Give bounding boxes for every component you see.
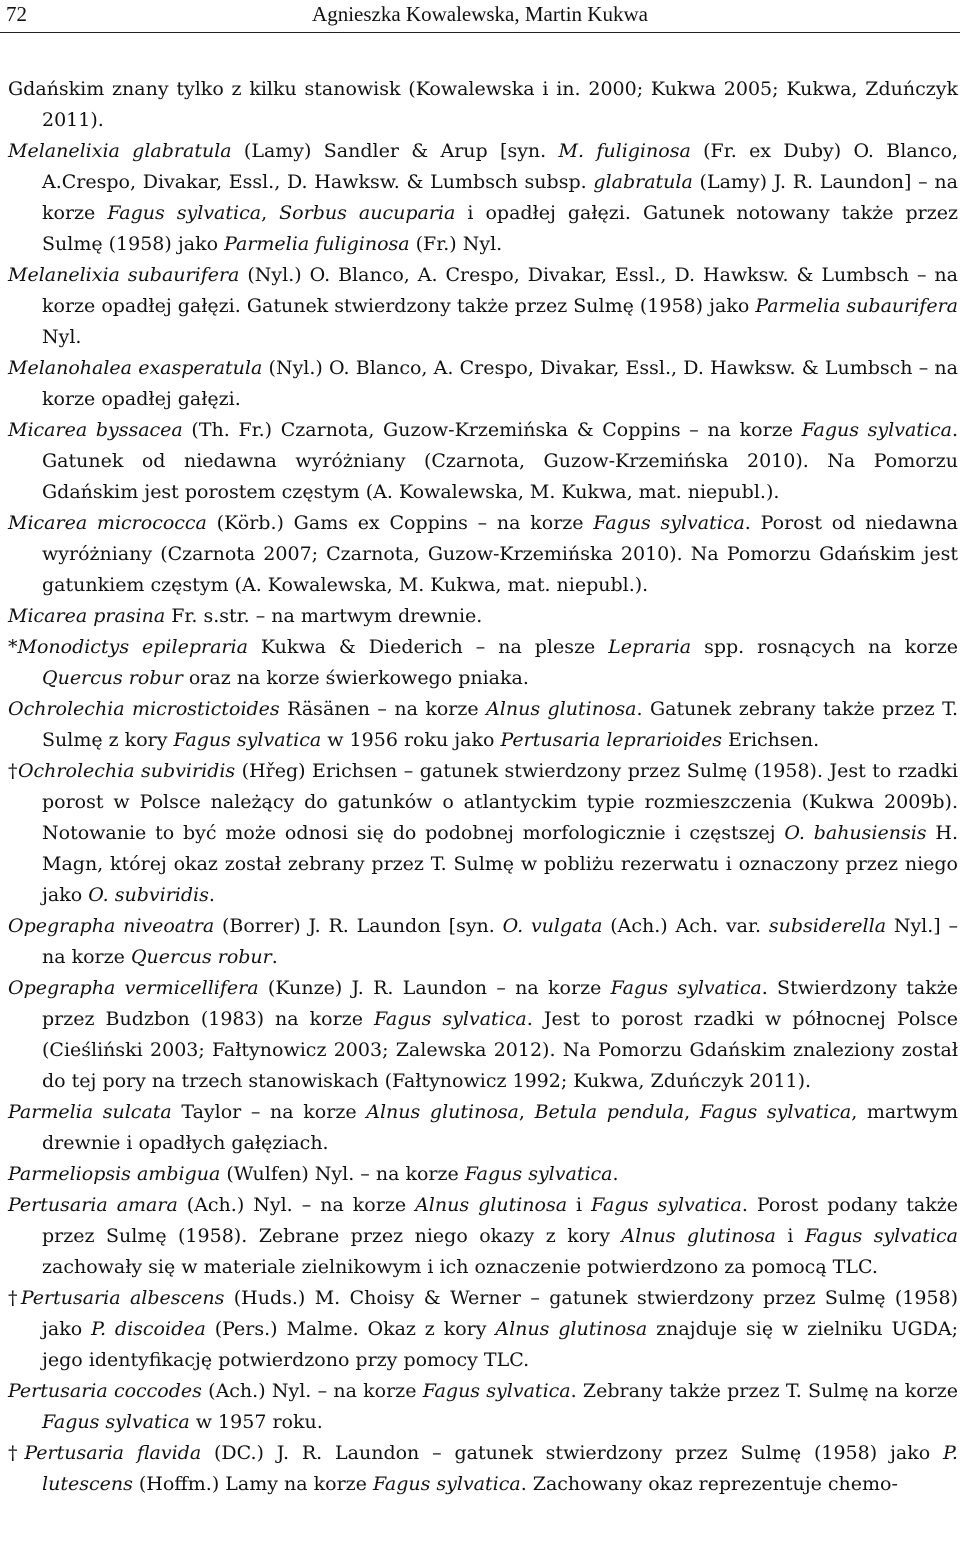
italic-text: Fagus sylvatica [42, 1411, 190, 1433]
italic-text: Micarea prasina [8, 605, 166, 627]
italic-text: Betula pendula [534, 1101, 685, 1123]
text-run: (Th. Fr.) Czarnota, Guzow-Krzemińska & Coppins – na korze [182, 419, 802, 441]
text-run: (Hoffm.) Lamy na korze [132, 1473, 373, 1495]
text-run: Erichsen. [721, 729, 820, 751]
text-run: Nyl.] – na korze [42, 915, 959, 968]
species-entry [8, 1376, 958, 1438]
text-run: . [208, 884, 215, 906]
italic-text: Parmelia fuliginosa [224, 233, 410, 255]
text-run: (Nyl.) O. Blanco, A. Crespo, Divakar, Essl., D. Hawksw. & Lumbsch – na korze opadłej gałęzi. [42, 357, 958, 410]
header-rule [0, 32, 960, 33]
italic-text: Alnus glutinosa [621, 1225, 776, 1247]
italic-text: O. bahusiensis [784, 822, 927, 844]
species-entry [8, 136, 958, 260]
text-run: (DC.) J. R. Laundon – gatunek stwierdzony przez Sulmę (1958) jako [201, 1442, 943, 1464]
text-run: . [612, 1163, 619, 1185]
italic-text: Fagus sylvatica [422, 1380, 571, 1402]
text-run: * [8, 636, 18, 658]
italic-text: Fagus sylvatica [804, 1225, 958, 1247]
italic-text: Fagus sylvatica [593, 512, 745, 534]
text-run: zachowały się w materiale zielnikowym i ich oznaczenie potwierdzono za pomocą TLC. [42, 1256, 878, 1278]
italic-text: Fagus sylvatica [374, 1008, 527, 1030]
species-entry [8, 260, 958, 353]
text-run: (Ach.) Nyl. – na korze [177, 1194, 416, 1216]
text-run: , [518, 1101, 535, 1123]
species-entry [8, 694, 958, 756]
species-entry [8, 1438, 958, 1500]
text-run: (Huds.) M. Choisy & Werner – gatunek stwierdzony przez Sulmę (1958) jako [42, 1287, 959, 1340]
text-run: Gdańskim znany tylko z kilku stanowisk (Kowalewska i in. 2000; Kukwa 2005; Kukwa, Zduńczyk 2011). [8, 78, 958, 131]
text-run: (Borrer) J. R. Laundon [syn. [214, 915, 503, 937]
species-entry [8, 601, 958, 632]
italic-text: Fagus sylvatica [591, 1194, 742, 1216]
text-run: . Porost podany także przez Sulmę (1958). Zebrane przez niego okazy z kory [42, 1194, 959, 1247]
italic-text: Micarea micrococca [8, 512, 207, 534]
italic-text: subsiderella [768, 915, 887, 937]
italic-text: O. subviridis [88, 884, 209, 906]
text-run: (Fr. ex Duby) O. Blanco, A.Crespo, Divakar, Essl., D. Hawksw. & Lumbsch subsp. [42, 140, 959, 193]
text-run: (Nyl.) O. Blanco, A. Crespo, Divakar, Essl., D. Hawksw. & Lumbsch – na korze opadłej gałęzi. Gatunek stwierdzony także przez Sulmę (1958) jako [42, 264, 958, 317]
text-run: , [684, 1101, 700, 1123]
italic-text: Fagus sylvatica [699, 1101, 852, 1123]
italic-text: P. lutescens [42, 1442, 958, 1495]
italic-text: O. vulgata [502, 915, 603, 937]
species-entry [8, 1159, 958, 1190]
text-run: . Porost od niedawna wyróżniany (Czarnota 2007; Czarnota, Guzow-Krzemińska 2010). Na Pomorzu Gdańskim jest gatunkiem częstym (A. Kowalewska, M. Kukwa, mat. niepubl.). [42, 512, 959, 596]
text-run: . [271, 946, 278, 968]
italic-text: Alnus glutinosa [495, 1318, 648, 1340]
text-run: (Lamy) J. R. Laundon] – na korze [42, 171, 958, 224]
text-run: i opadłej gałęzi. Gatunek notowany także przez Sulmę (1958) jako [42, 202, 958, 255]
continued-paragraph [8, 74, 958, 136]
text-run: (Ach.) Nyl. – na korze [201, 1380, 423, 1402]
text-run: (Wulfen) Nyl. – na korze [220, 1163, 465, 1185]
italic-text: Parmeliopsis ambigua [8, 1163, 221, 1185]
italic-text: Monodictys epilepraria [17, 636, 248, 658]
text-run: w 1957 roku. [189, 1411, 323, 1433]
species-entry [8, 508, 958, 601]
text-run: (Fr.) Nyl. [409, 233, 503, 255]
text-run: . Gatunek od niedawna wyróżniany (Czarnota, Guzow-Krzemińska 2010). Na Pomorzu Gdańskim jest porostem częstym (A. Kowalewska, M. Kukwa, mat. niepubl.). [42, 419, 959, 503]
text-run: H. Magn, której okaz został zebrany przez T. Sulmę w pobliżu rezerwatu i oznaczony przez niego jako [42, 822, 958, 906]
text-run: (Körb.) Gams ex Coppins – na korze [206, 512, 594, 534]
italic-text: Opegrapha niveoatra [8, 915, 215, 937]
text-run: (Hřeg) Erichsen – gatunek stwierdzony przez Sulmę (1958). Jest to rzadki porost w Polsce należący do gatunków o atlantyckim typie rozmieszczenia (Kukwa 2009b). Notowanie to być może odnosi się do podobnej morfologicznie i częstszej [42, 760, 959, 844]
text-run: (Pers.) Malme. Okaz z kory [205, 1318, 496, 1340]
text-run: oraz na korze świerkowego pniaka. [182, 667, 529, 689]
species-entry [8, 1190, 958, 1283]
species-entry [8, 353, 958, 415]
text-run: , martwym drewnie i opadłych gałęziach. [42, 1101, 958, 1154]
species-list [8, 74, 958, 1500]
species-entry [8, 756, 958, 911]
italic-text: Opegrapha vermicellifera [8, 977, 259, 999]
italic-text: Melanohalea exasperatula [8, 357, 263, 379]
species-entry [8, 973, 958, 1097]
italic-text: Quercus robur [130, 946, 272, 968]
text-run: Fr. s.str. – na martwym drewnie. [165, 605, 483, 627]
species-entry [8, 1097, 958, 1159]
text-run: . Jest to porost rzadki w północnej Polsce (Cieśliński 2003; Fałtynowicz 2003; Zalewska 2012). Na Pomorzu Gdańskim znaleziony został do tej pory na trzech stanowiskach (Fałtynowicz 1992; Kukwa, Zduńczyk 2011). [42, 1008, 958, 1092]
text-run: (Kunze) J. R. Laundon – na korze [258, 977, 611, 999]
text-run: † [8, 1287, 21, 1309]
text-run: i [567, 1194, 592, 1216]
italic-text: Pertusaria leprarioides [500, 729, 722, 751]
page-number: 72 [6, 2, 27, 26]
italic-text: Alnus glutinosa [486, 698, 637, 720]
italic-text: Melanelixia subaurifera [8, 264, 240, 286]
italic-text: Pertusaria amara [8, 1194, 178, 1216]
italic-text: glabratula [593, 171, 693, 193]
text-run: . Stwierdzony także przez Budzbon (1983) na korze [42, 977, 959, 1030]
italic-text: Parmelia subaurifera [755, 295, 958, 317]
italic-text: Micarea byssacea [8, 419, 183, 441]
page-header [0, 0, 960, 36]
italic-text: Melanelixia glabratula [8, 140, 232, 162]
italic-text: Ochrolechia microstictoides [8, 698, 280, 720]
text-run: (Lamy) Sandler & Arup [syn. [231, 140, 559, 162]
italic-text: Fagus sylvatica [372, 1473, 521, 1495]
text-run: znajduje się w zielniku UGDA; jego identyfikację potwierdzono przy pomocy TLC. [42, 1318, 958, 1371]
italic-text: Alnus glutinosa [415, 1194, 568, 1216]
text-run: † [8, 760, 18, 782]
text-run: , [261, 202, 280, 224]
italic-text: M. fuliginosa [558, 140, 691, 162]
italic-text: Fagus sylvatica [801, 419, 952, 441]
italic-text: Fagus sylvatica [107, 202, 262, 224]
italic-text: Fagus sylvatica [464, 1163, 613, 1185]
italic-text: Ochrolechia subviridis [17, 760, 236, 782]
text-run: (Ach.) Ach. var. [602, 915, 769, 937]
italic-text: Quercus robur [42, 667, 183, 689]
text-run: spp. rosnących na korze [691, 636, 958, 658]
text-run: i [775, 1225, 805, 1247]
species-entry [8, 911, 958, 973]
text-run: . Zachowany okaz reprezentuje chemo- [520, 1473, 898, 1495]
text-run: Nyl. [42, 326, 82, 348]
text-run: . Gatunek zebrany także przez T. Sulmę z kory [42, 698, 958, 751]
text-run: † [8, 1442, 25, 1464]
text-run: w 1956 roku jako [321, 729, 501, 751]
italic-text: Sorbus aucuparia [279, 202, 456, 224]
text-run: Kukwa & Diederich – na plesze [247, 636, 609, 658]
text-run: Taylor – na korze [171, 1101, 367, 1123]
italic-text: Alnus glutinosa [366, 1101, 519, 1123]
species-entry [8, 632, 958, 694]
species-entry [8, 1283, 958, 1376]
species-entry [8, 415, 958, 508]
italic-text: Fagus sylvatica [173, 729, 322, 751]
text-run: . Zebrany także przez T. Sulmę na korze [570, 1380, 958, 1402]
running-title: Agnieszka Kowalewska, Martin Kukwa [312, 2, 648, 26]
italic-text: Parmelia sulcata [8, 1101, 172, 1123]
italic-text: Lepraria [608, 636, 692, 658]
italic-text: Fagus sylvatica [610, 977, 762, 999]
italic-text: P. discoidea [91, 1318, 206, 1340]
italic-text: Pertusaria coccodes [8, 1380, 202, 1402]
italic-text: Pertusaria albescens [20, 1287, 225, 1309]
text-run: Räsänen – na korze [279, 698, 487, 720]
italic-text: Pertusaria flavida [24, 1442, 202, 1464]
